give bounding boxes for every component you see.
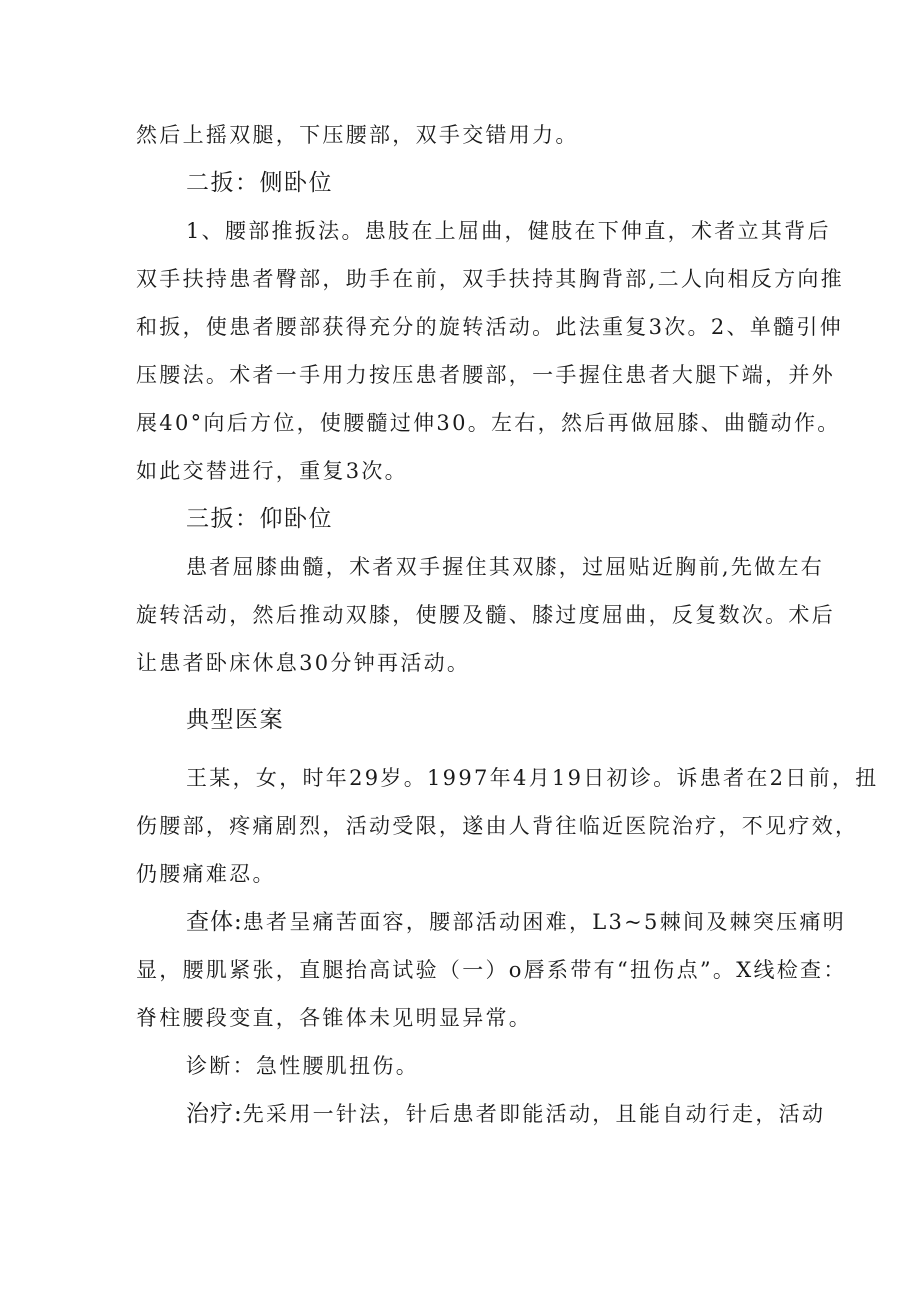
section-heading-supine: 三扳：仰卧位 — [186, 506, 333, 532]
text-line: 然后上摇双腿，下压腰部，双手交错用力。 — [136, 123, 579, 147]
treatment-line — [186, 1099, 825, 1129]
text-line: 展40°向后方位，使腰髓过伸30。左右，然后再做屈膝、曲髓动作。 — [136, 411, 841, 435]
text-line: 王某，女，时年29岁。1997年4月19日初诊。诉患者在2日前，扭 — [186, 766, 879, 790]
exam-label: 查体: — [186, 909, 243, 935]
text-line: 伤腰部，疼痛剧烈，活动受限，遂由人背往临近医院治疗，不见疗效， — [136, 814, 859, 838]
exam-line — [186, 907, 846, 937]
text-line: 让患者卧床休息30分钟再活动。 — [136, 651, 471, 675]
section-heading-side-lying: 二扳：侧卧位 — [186, 170, 333, 196]
text-line: 双手扶持患者臀部，助手在前，双手扶持其胸背部,二人向相反方向推 — [136, 267, 844, 291]
section-heading-case: 典型医案 — [186, 707, 284, 733]
text-line: 显，腰肌紧张，直腿抬高试验（一）o唇系带有“扭伤点”。X线检查： — [136, 958, 847, 982]
text-line: 仍腰痛难忍。 — [136, 862, 276, 886]
diagnosis-line: 诊断：急性腰肌扭伤。 — [186, 1054, 419, 1078]
treatment-label: 治疗: — [186, 1101, 243, 1127]
text-line: 如此交替进行，重复3次。 — [136, 459, 408, 483]
text-line: 1、腰部推扳法。患肢在上屈曲，健肢在下伸直，术者立其背后 — [186, 219, 831, 243]
exam-text: 患者呈痛苦面容，腰部活动困难，L3~5棘间及棘突压痛明 — [242, 910, 847, 934]
text-line: 患者屈膝曲髓，术者双手握住其双膝，过屈贴近胸前,先做左右 — [186, 555, 825, 579]
text-line: 压腰法。术者一手用力按压患者腰部，一手握住患者大腿下端，并外 — [136, 363, 835, 387]
treatment-text: 先采用一针法，针后患者即能活动，且能自动行走，活动 — [242, 1102, 826, 1126]
text-line: 和扳，使患者腰部获得充分的旋转活动。此法重复3次。2、单髓引伸 — [136, 315, 844, 339]
text-line: 旋转活动，然后推动双膝，使腰及髓、膝过度屈曲，反复数次。术后 — [136, 603, 835, 627]
text-line: 脊柱腰段变直，各锥体未见明显异常。 — [136, 1006, 533, 1030]
